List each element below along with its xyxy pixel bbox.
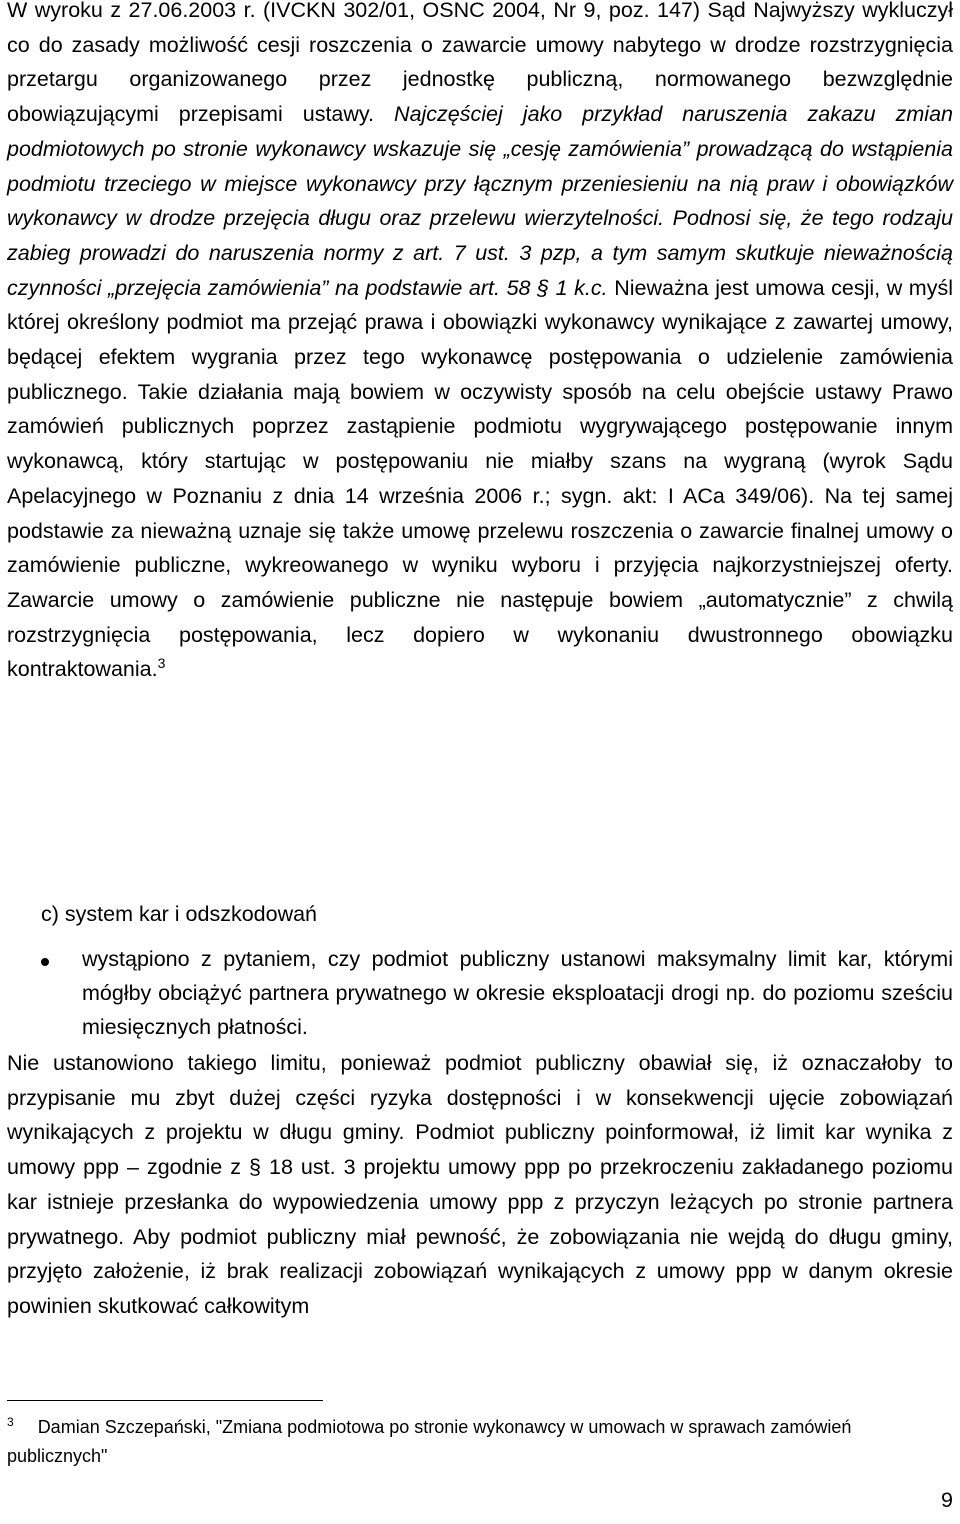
body-paragraph-cession	[7, 0, 953, 687]
footnote-text: Damian Szczepański, "Zmiana podmiotowa po stronie wykonawcy w umowach w sprawach zamówień publicznych"	[7, 1417, 852, 1466]
footnote-mark: 3	[7, 1415, 14, 1429]
page-number: 9	[941, 1488, 953, 1512]
footnote-separator	[7, 1400, 323, 1401]
footnote-reference: 3	[157, 655, 166, 672]
italic-quotation-text: Najczęściej jako przykład naruszenia zakazu zmian podmiotowych po stronie wykonawcy wskazuje się „cesję zamówienia” prowadzącą do wstąpienia podmiotu trzeciego w miejsce wykonawcy przy łącznym przeniesieniu na nią praw i obowiązków wykonawcy w drodze przejęcia długu oraz przelewu wierzytelności. Podnosi się, że tego rodzaju zabieg prowadzi do naruszenia normy z art. 7 ust. 3 pzp, a tym samym skutkuje nieważnością czynności „przejęcia zamówienia” na podstawie art. 58 § 1 k.c.	[7, 102, 953, 300]
section-heading-penalties: c) system kar i odszkodowań	[41, 902, 318, 926]
bullet-item-text: wystąpiono z pytaniem, czy podmiot publiczny ustanowi maksymalny limit kar, którymi mógłby obciążyć partnera prywatnego w okresie eksploatacji drogi np. do poziomu sześciu miesięcznych płatności.	[82, 947, 953, 1039]
footnote	[7, 1413, 953, 1471]
paragraph-intro-text: W wyroku z 27.06.2003 r. (IVCKN 302/01, OSNC 2004, Nr 9, poz. 147) Sąd Najwyższy wykluczył co do zasady możliwość cesji roszczenia o zawarcie umowy nabytego w drodze rozstrzygnięcia przetargu organizowanego przez jednostkę publiczną, normowanego bezwzględnie obowiązującymi przepisami ustawy.	[7, 0, 953, 127]
paragraph-continuation-text: Nieważna jest umowa cesji, w myśl której określony podmiot ma przejąć prawa i obowiązki wykonawcy wynikające z zawartej umowy, będącej efektem wygrania przez tego wykonawcę postępowania o udzielenie zamówienia publicznego. Takie działania mają bowiem w oczywisty sposób na celu obejście ustawy Prawo zamówień publicznych poprzez zastąpienie podmiotu wygrywającego postępowanie innym wykonawcą, który startując w postępowaniu nie miałby szans na wygraną (wyrok Sądu Apelacyjnego w Poznaniu z dnia 14 września 2006 r.; sygn. akt: I ACa 349/06). Na tej samej podstawie za nieważną uznaje się także umowę przelewu roszczenia o zawarcie finalnej umowy o zamówienie publiczne, wykreowanego w wyniku wyboru i przyjęcia najkorzystniejszej oferty. Zawarcie umowy o zamówienie publiczne nie następuje bowiem „automatycznie” z chwilą rozstrzygnięcia postępowania, lecz dopiero w wykonaniu dwustronnego obowiązku kontraktowania.	[7, 275, 953, 682]
body-paragraph-limit: Nie ustanowiono takiego limitu, ponieważ podmiot publiczny obawiał się, iż oznaczałoby to przypisanie mu zbyt dużej części ryzyka dostępności i w konsekwencji ujęcie zobowiązań wynikających z projektu w długu gminy. Podmiot publiczny poinformował, iż limit kar wynika z umowy ppp – zgodnie z § 18 ust. 3 projektu umowy ppp po przekroczeniu zakładanego poziomu kar istnieje przesłanka do wypowiedzenia umowy ppp z przyczyn leżących po stronie partnera prywatnego. Aby podmiot publiczny miał pewność, że zobowiązania nie wejdą do długu gminy, przyjęto założenie, iż brak realizacji zobowiązań wynikających z umowy ppp w danym okresie powinien skutkować całkowitym	[7, 1051, 953, 1318]
bullet-icon	[41, 958, 49, 966]
